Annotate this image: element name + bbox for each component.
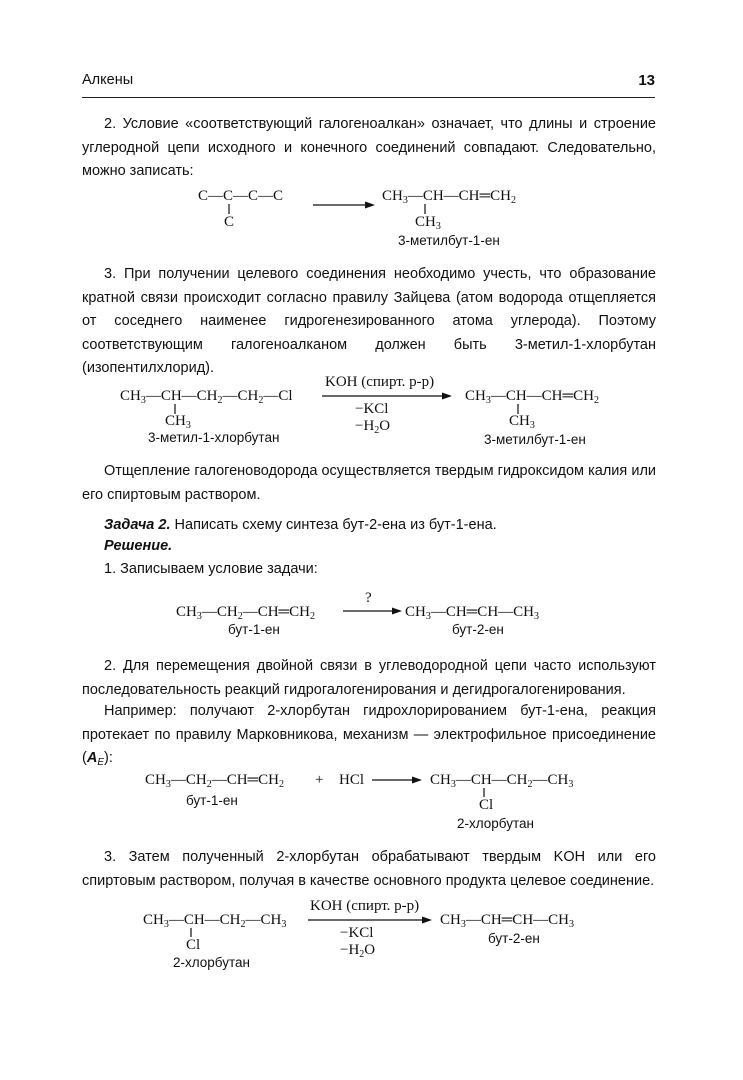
solution-label: Решение. — [104, 538, 173, 554]
s3-reactant: $CH_3—CH_2—CH═CH_2$ — [176, 604, 315, 622]
paragraph-koh-treatment: 3. Затем полученный 2-хлорбутан обрабатывают твердым KOH или его спиртовым раствором, получая в качестве основного продукта целевое соединение. — [82, 849, 656, 889]
s5-reagent-bottom-1: −KCl — [340, 925, 374, 941]
mechanism-symbol: $A_E$ — [86, 750, 104, 768]
page-number: 13 — [638, 72, 655, 89]
s2-reactant-chain: $CH_3—CH—CH_2—CH_2—Cl$ — [120, 388, 293, 406]
s5-reagent-top: KOH (спирт. р-р) — [310, 898, 420, 914]
s4-product-name: 2-хлорбутан — [457, 816, 534, 831]
s2-reagent-bottom-1: −KCl — [355, 401, 389, 417]
paragraph-zaitsev-rule: 3. При получении целевого соединения необходимо учесть, что образование кратной связи происходит согласно правилу Зайцева (атом водорода отщепляется от соседнего наименее гидрогенезированного атома углерода). Поэтому соответствующим галогеноалканом должен быть 3-метил-1-хлорбутан (изопентилхлорид). — [82, 266, 656, 376]
s1-reactant-branch: C — [224, 214, 235, 230]
s5-reagent-bottom-2: $-H_2O$ — [340, 942, 376, 960]
s2-product-name: 3-метилбут-1-ен — [484, 432, 586, 447]
s4-reagent: HCl — [339, 772, 365, 788]
s5-reactant-chain: $CH_3—CH—CH_2—CH_3$ — [143, 912, 287, 930]
s5-arrowhead — [422, 917, 432, 924]
s2-reagent-top: KOH (спирт. р-р) — [325, 374, 435, 390]
s1-product-name: 3-метилбут-1-ен — [398, 233, 500, 248]
s2-reagent-bottom-2: $-H_2O$ — [355, 418, 391, 436]
task-2-label: Задача 2. — [104, 517, 171, 533]
s5-reactant-name: 2-хлорбутан — [173, 955, 250, 970]
paragraph-double-bond-shift: 2. Для перемещения двойной связи в углеводородной цепи часто используют последовательность реакций гидрогалогенирования и дегидрогалогенирования. — [82, 658, 656, 698]
step-1: 1. Записываем условие задачи: — [104, 561, 318, 577]
paragraph-elimination-note: Отщепление галогеноводорода осуществляется твердым гидроксидом калия или его спиртовым раствором. — [82, 463, 656, 503]
s1-product-branch: $CH_3$ — [415, 214, 441, 232]
s1-product-chain: $CH_3—CH—CH═CH_2$ — [382, 188, 516, 206]
task-2-text: Написать схему синтеза бут-2-ена из бут-1-ена. — [170, 517, 497, 533]
s4-product-chain: $CH_3—CH—CH_2—CH_3$ — [430, 772, 574, 790]
s3-product: $CH_3—CH═CH—CH_3$ — [405, 604, 539, 622]
s3-product-name: бут-2-ен — [452, 622, 504, 637]
s2-reactant-name: 3-метил-1-хлорбутан — [148, 430, 280, 445]
s5-reactant-branch: Cl — [186, 937, 201, 953]
s4-plus: + — [315, 772, 324, 788]
paragraph-halogenoalkane-condition: 2. Условие «соответствующий галогеноалкан» означает, что длины и строение углеродной цепи исходного и конечного соединений совпадают. Следовательно, можно записать: — [82, 116, 656, 179]
s2-reactant-branch: $CH_3$ — [165, 413, 191, 431]
s1-reactant-chain: C—C—C—C — [198, 188, 284, 204]
running-head-title: Алкены — [82, 72, 134, 88]
s5-product: $CH_3—CH═CH—CH_3$ — [440, 912, 574, 930]
s4-reactant: $CH_3—CH_2—CH═CH_2$ — [145, 772, 284, 790]
s4-reactant-name: бут-1-ен — [186, 793, 238, 808]
s3-reagent-unknown: ? — [365, 590, 372, 606]
s3-reactant-name: бут-1-ен — [228, 622, 280, 637]
s2-product-branch: $CH_3$ — [509, 413, 535, 431]
s5-product-name: бут-2-ен — [488, 931, 540, 946]
s2-product-chain: $CH_3—CH—CH═CH_2$ — [465, 388, 599, 406]
s4-product-branch: Cl — [479, 797, 494, 813]
paragraph-markovnikov: Например: получают 2-хлорбутан гидрохлорированием бут-1-ена, реакция протекает по правилу Марковникова, механизм — электрофильное присоединение $(A_E)$: — [82, 703, 656, 768]
